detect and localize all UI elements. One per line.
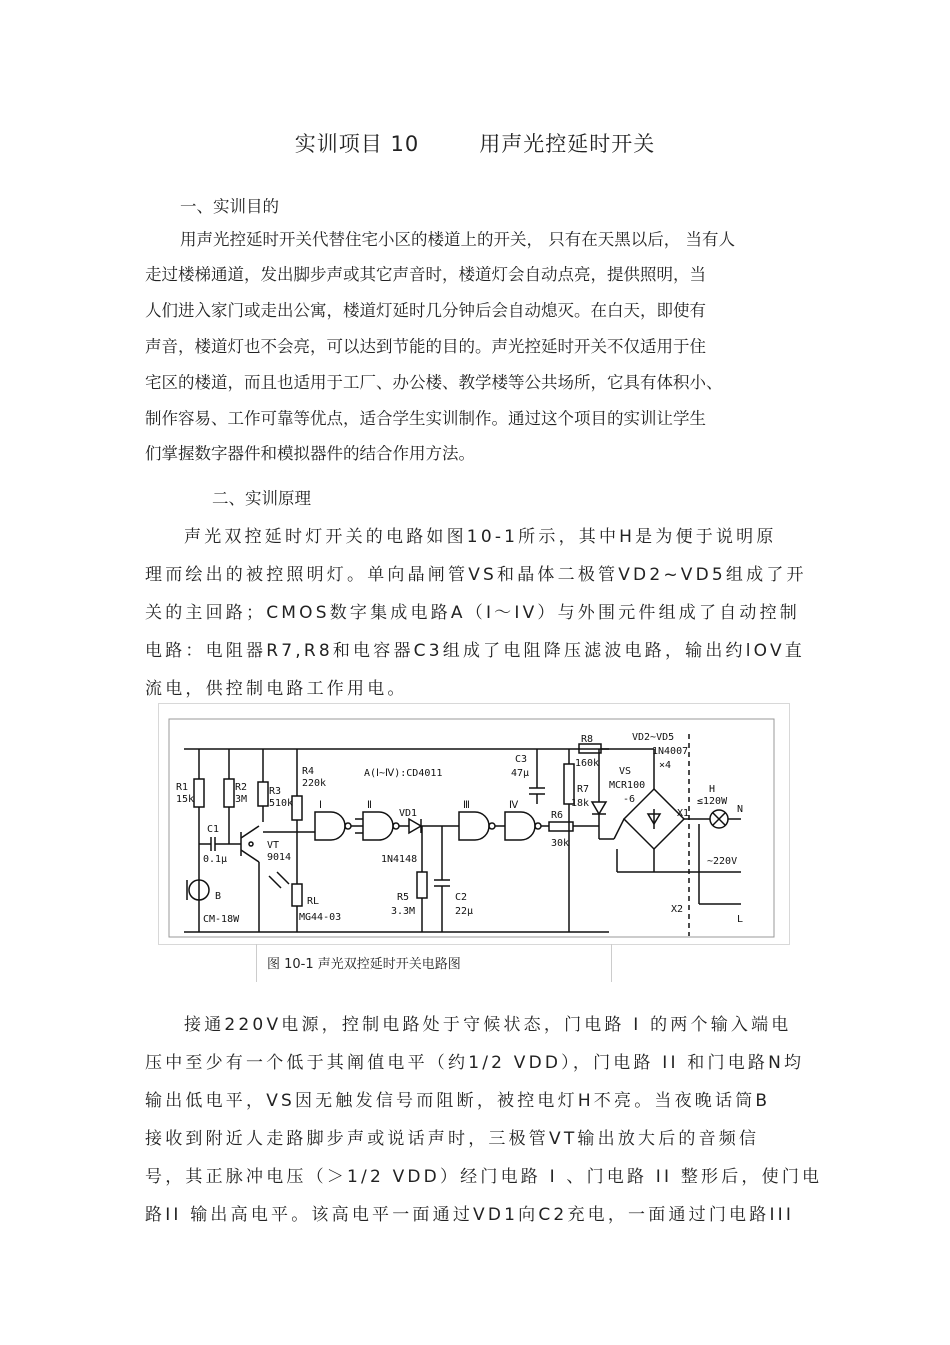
r4-value: 220k xyxy=(302,778,327,789)
text-line: 号，其正脉冲电压（＞1/2 VDD）经门电路 I 、门电路 II 整形后，使门电 xyxy=(145,1167,823,1187)
text-line: 理而绘出的被控照明灯。单向晶闸管VS和晶体二极管VD2~VD5组成了开 xyxy=(145,565,807,585)
r5-value: 3.3M xyxy=(391,906,416,917)
r7-label: R7 xyxy=(577,784,590,795)
title-text: 用声光控延时开关 xyxy=(479,132,656,156)
text-line: 输出低电平，VS因无触发信号而阻断，被控电灯H不亮。当夜晚话筒B xyxy=(145,1091,771,1111)
c3-value: 47μ xyxy=(511,768,530,779)
figure-caption: 图 10-1 声光双控延时开关电路图 xyxy=(256,944,612,982)
ac-label: ~220V xyxy=(707,856,738,867)
gate-1-label: Ⅰ xyxy=(319,800,322,811)
r1-label: R1 xyxy=(176,782,189,793)
r8-label: R8 xyxy=(581,734,594,745)
c1-label: C1 xyxy=(207,824,220,835)
h-value: ≤120W xyxy=(697,796,728,807)
text-line: 关的主回路；CMOS数字集成电路A（I～IV）与外围元件组成了自动控制 xyxy=(145,603,800,623)
x2-label: X2 xyxy=(671,904,684,915)
b-label: B xyxy=(215,891,222,902)
section-heading-2: 二、实训原理 xyxy=(212,489,311,508)
title-number: 实训项目 10 xyxy=(294,132,420,156)
text-line: 走过楼梯通道，发出脚步声或其它声音时，楼道灯会自动点亮，提供照明，当 xyxy=(145,265,706,284)
gate-3-label: Ⅲ xyxy=(463,800,470,811)
r7-value: 18k xyxy=(571,798,590,809)
text-line: 声光双控延时灯开关的电路如图10-1所示，其中H是为便于说明原 xyxy=(184,527,777,547)
h-label: H xyxy=(709,784,716,795)
vs-label: VS xyxy=(619,766,632,777)
text-line: 们掌握数字器件和模拟器件的结合作用方法。 xyxy=(145,444,475,463)
c2-label: C2 xyxy=(455,892,468,903)
vd25-count: ×4 xyxy=(659,760,672,771)
r4-label: R4 xyxy=(302,766,315,777)
l-label: L xyxy=(737,914,744,925)
text-line: 人们进入家门或走出公寓，楼道灯延时几分钟后会自动熄灭。在白天，即使有 xyxy=(145,301,706,320)
b-value: CM-18W xyxy=(203,914,240,925)
vd1-value: 1N4148 xyxy=(381,854,418,865)
r2-label: R2 xyxy=(235,782,248,793)
text-line: 制作容易、工作可靠等优点，适合学生实训制作。通过这个项目的实训让学生 xyxy=(145,409,706,428)
r3-label: R3 xyxy=(269,786,282,797)
text-line: 接通220V电源，控制电路处于守候状态，门电路 I 的两个输入端电 xyxy=(184,1015,792,1035)
vs-value: MCR100 xyxy=(609,780,646,791)
vt-label: VT xyxy=(267,840,280,851)
circuit-figure xyxy=(158,703,790,945)
text-line: 接收到附近人走路脚步声或说话声时，三极管VT输出放大后的音频信 xyxy=(145,1129,760,1149)
c3-label: C3 xyxy=(515,754,528,765)
vd25-value: 1N4007 xyxy=(652,746,689,757)
rl-value: MG44-03 xyxy=(299,912,342,923)
text-line: 流电，供控制电路工作用电。 xyxy=(145,679,408,699)
r5-label: R5 xyxy=(397,892,410,903)
c1-value: 0.1μ xyxy=(203,854,228,865)
vd1-label: VD1 xyxy=(399,808,418,819)
c2-value: 22μ xyxy=(455,906,474,917)
gate-4-label: Ⅳ xyxy=(509,800,519,811)
text-line: 压中至少有一个低于其阐值电平（约1/2 VDD），门电路 II 和门电路N均 xyxy=(145,1053,805,1073)
r6-label: R6 xyxy=(551,810,564,821)
x1-label: X1 xyxy=(677,808,690,819)
gate-2-label: Ⅱ xyxy=(367,800,372,811)
r3-value: 510k xyxy=(269,798,294,809)
vs-value-suffix: -6 xyxy=(623,794,636,805)
n-label: N xyxy=(737,804,744,815)
chip-label: A(Ⅰ~Ⅳ):CD4011 xyxy=(364,768,443,779)
r1-value: 15k xyxy=(176,794,195,805)
text-line: 用声光控延时开关代替住宅小区的楼道上的开关， 只有在天黑以后， 当有人 xyxy=(180,230,735,249)
r6-value: 30k xyxy=(551,838,570,849)
text-line: 宅区的楼道，而且也适用于工厂、办公楼、教学楼等公共场所，它具有体积小、 xyxy=(145,373,723,392)
text-line: 电路：电阻器R7,R8和电容器C3组成了电阻降压滤波电路，输出约lOV直 xyxy=(145,641,805,661)
vd25-label: VD2~VD5 xyxy=(632,732,675,743)
text-line: 声音，楼道灯也不会亮，可以达到节能的目的。声光控延时开关不仅适用于住 xyxy=(145,337,706,356)
section-heading-1: 一、实训目的 xyxy=(180,197,279,216)
rl-label: RL xyxy=(307,896,320,907)
text-line: 路II 输出高电平。该高电平一面通过VD1向C2充电，一面通过门电路III xyxy=(145,1205,795,1225)
page-title xyxy=(0,128,950,158)
circuit-diagram xyxy=(159,704,789,944)
r8-value: 160k xyxy=(575,758,600,769)
r2-value: 3M xyxy=(235,794,248,805)
vt-value: 9014 xyxy=(267,852,292,863)
